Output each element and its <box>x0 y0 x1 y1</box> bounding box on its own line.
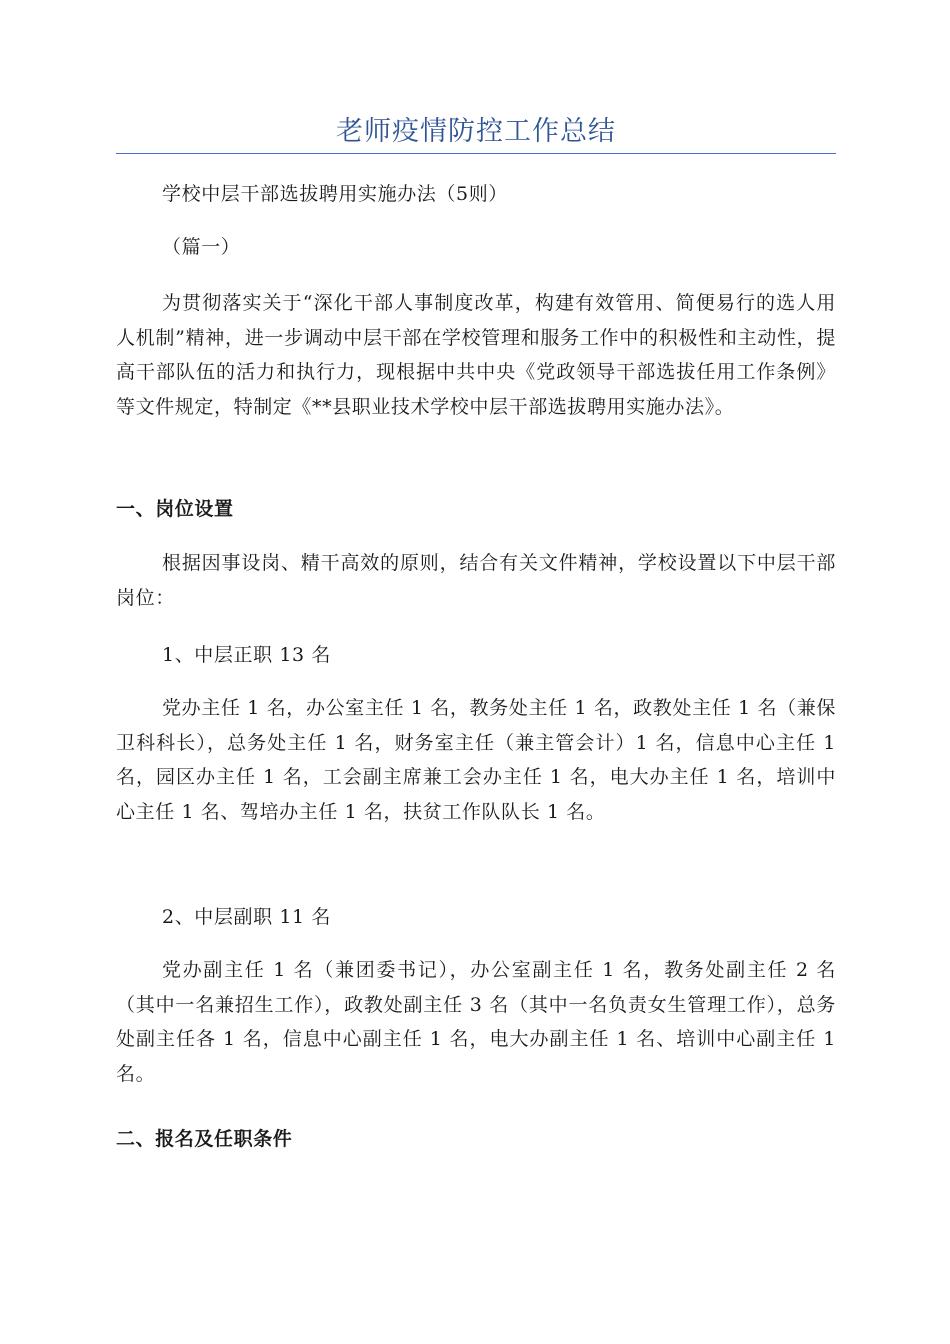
item-1-label: 1、中层正职 13 名 <box>162 644 331 666</box>
item-1-body: 党办主任 1 名，办公室主任 1 名，教务处主任 1 名，政教处主任 1 名（兼保卫科科长），总务处主任 1 名，财务室主任（兼主管会计）1 名，信息中心主任 1 名，园区办主任 1 名，工会副主席兼工会办主任 1 名，电大办主任 1 名，培训中心主任 1 名、驾培办主任 1 名，扶贫工作队队长 1 名。 <box>116 697 836 823</box>
intro-paragraph: 为贯彻落实关于“深化干部人事制度改革，构建有效管用、简便易行的选人用人机制”精神，进一步调动中层干部在学校管理和服务工作中的积极性和主动性，提高干部队伍的活力和执行力，现根据中共中央《党政领导干部选拔任用工作条例》等文件规定，特制定《**县职业技术学校中层干部选拔聘用实施办法》。 <box>116 292 836 418</box>
item-2-body: 党办副主任 1 名（兼团委书记），办公室副主任 1 名，教务处副主任 2 名（其中一名兼招生工作），政教处副主任 3 名（其中一名负责女生管理工作），总务处副主任各 1 名，信息中心副主任 1 名，电大办副主任 1 名、培训中心副主任 1 名。 <box>116 959 836 1085</box>
document-subtitle: 学校中层干部选拔聘用实施办法（5则） <box>162 183 508 205</box>
section-2-heading: 二、报名及任职条件 <box>116 1128 293 1150</box>
part-label: （篇一） <box>162 236 241 258</box>
section-1-heading: 一、岗位设置 <box>116 498 234 520</box>
section-1-body: 根据因事设岗、精干高效的原则，结合有关文件精神，学校设置以下中层干部岗位： <box>116 552 836 609</box>
document-title: 老师疫情防控工作总结 <box>336 116 616 147</box>
title-divider <box>116 153 836 154</box>
item-2-label: 2、中层副职 11 名 <box>162 906 331 928</box>
